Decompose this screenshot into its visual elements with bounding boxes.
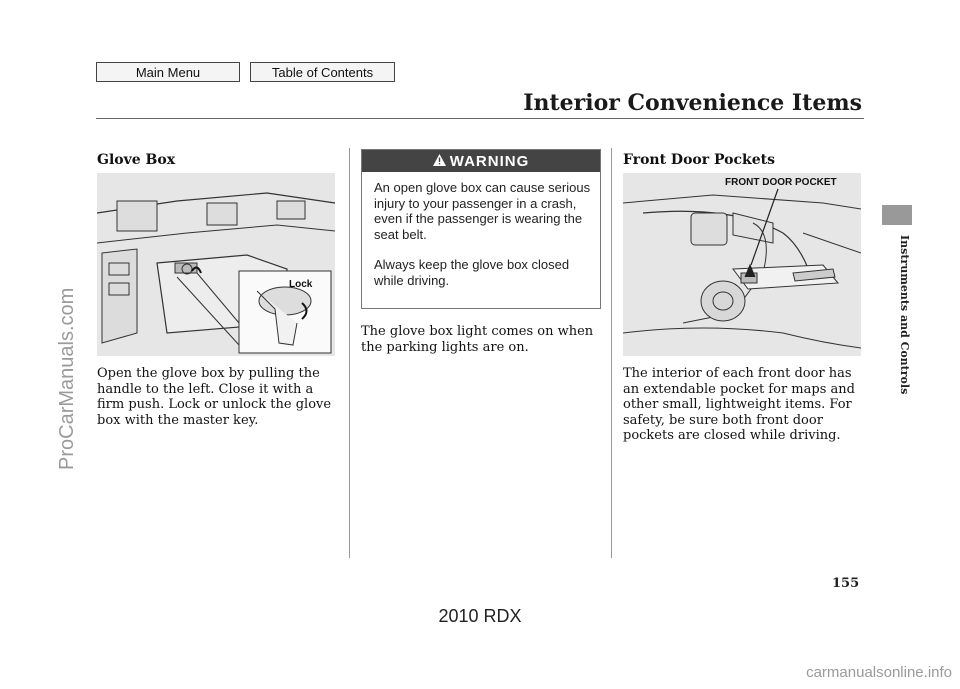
chapter-tab-label: Instruments and Controls [898, 235, 911, 395]
glove-box-drawing [97, 173, 335, 356]
glove-box-body: Open the glove box by pulling the handle to the left. Close it with a firm push. Lock or unlock the glove box with the master key. [97, 366, 332, 428]
chapter-tab-marker [882, 205, 912, 225]
glove-box-illustration [97, 173, 335, 356]
warning-paragraph-1: An open glove box can cause serious injury to your passenger in a crash, even if the passenger is wearing the seat belt. [374, 180, 591, 242]
title-rule [96, 118, 864, 119]
warning-text [374, 180, 599, 288]
table-of-contents-button[interactable]: Table of Contents [250, 62, 395, 82]
watermark-left: ProCarManuals.com [56, 287, 78, 470]
warning-title: WARNING [449, 152, 530, 170]
door-pockets-body: The interior of each front door has an extendable pocket for maps and other small, lightweight items. For safety, be sure both front door pockets are closed while driving. [623, 366, 855, 443]
section-title: Interior Convenience Items [523, 90, 862, 116]
warning-header [362, 150, 600, 172]
glove-box-heading: Glove Box [97, 152, 176, 168]
warning-paragraph-2: Always keep the glove box closed while driving. [374, 257, 570, 288]
door-pocket-illustration [623, 173, 861, 356]
page-number: 155 [832, 576, 860, 591]
column-divider-1 [349, 148, 350, 558]
glove-light-body: The glove box light comes on when the parking lights are on. [361, 324, 594, 355]
main-menu-button[interactable]: Main Menu [96, 62, 240, 82]
warning-triangle-icon [433, 153, 446, 170]
door-pocket-drawing [623, 173, 861, 356]
column-divider-2 [611, 148, 612, 558]
door-pockets-heading: Front Door Pockets [623, 152, 775, 168]
warning-box [361, 149, 601, 309]
watermark-bottom: carmanualsonline.info [806, 664, 952, 681]
lock-callout: Lock [289, 279, 313, 290]
door-pocket-callout: FRONT DOOR POCKET [725, 177, 837, 188]
footer-model: 2010 RDX [438, 606, 522, 626]
